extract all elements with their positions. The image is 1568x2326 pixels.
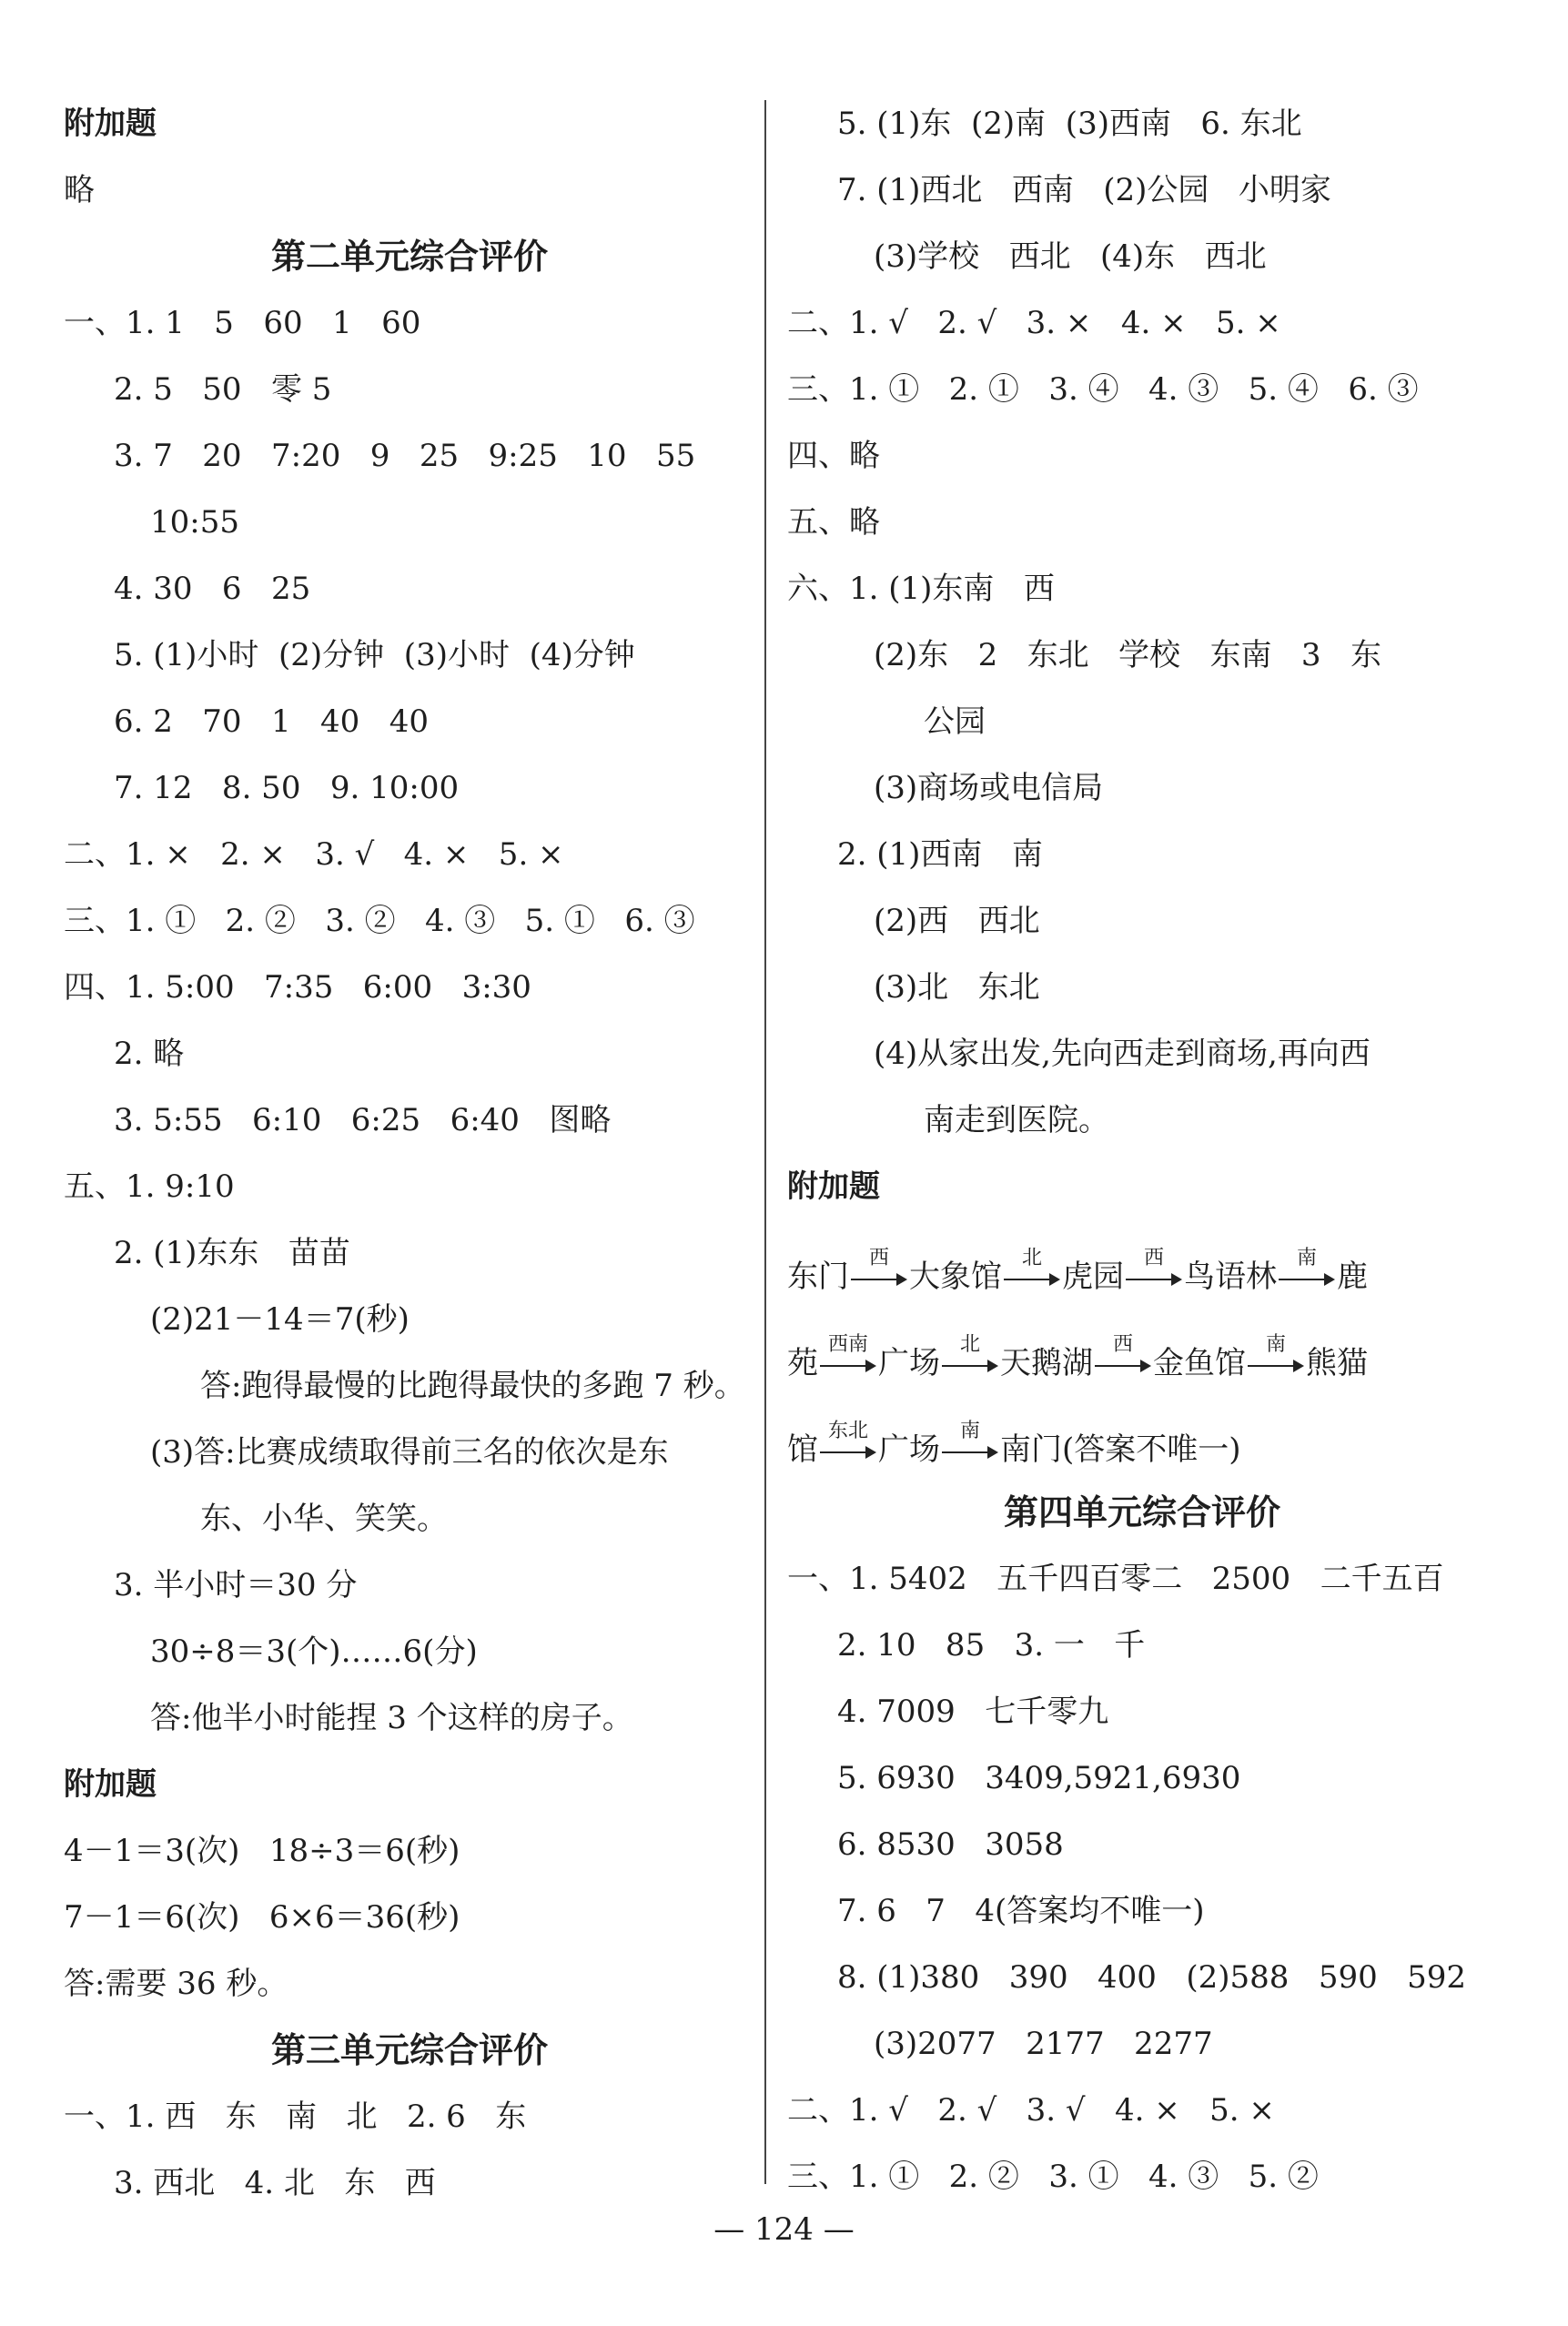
direction-label: 南	[1265, 1332, 1286, 1356]
answer-line: 四、1. 5:00 7:35 6:00 3:30	[64, 969, 531, 1006]
route-node: 南门(答案不唯一)	[1000, 1431, 1241, 1468]
direction-label: 北	[959, 1332, 980, 1356]
answer-line: 2. (1)东东 苗苗	[114, 1235, 350, 1271]
route-node: 熊猫	[1306, 1345, 1368, 1381]
answer-line: (3)学校 西北 (4)东 西北	[874, 238, 1267, 275]
answer-line: 6. 8530 3058	[837, 1826, 1064, 1863]
answer-line: 公园	[924, 703, 986, 740]
direction-arrow	[1248, 1332, 1304, 1374]
direction-label: 西	[868, 1246, 889, 1269]
answer-line: 6. 2 70 1 40 40	[114, 703, 429, 740]
answer-line: 30÷8＝3(个)……6(分)	[150, 1633, 478, 1670]
answer-line: 四、略	[787, 438, 880, 474]
answer-line: (2)西 西北	[874, 903, 1040, 939]
direction-arrow	[851, 1246, 907, 1288]
route-node: 鹿	[1337, 1259, 1368, 1295]
route-node: 苑	[787, 1345, 818, 1381]
answer-line: (2)21－14＝7(秒)	[150, 1301, 410, 1338]
answer-line: (2)东 2 东北 学校 东南 3 东	[874, 637, 1381, 673]
section-title: 第二单元综合评价	[270, 237, 548, 277]
answer-line: 答:跑得最慢的比跑得最快的多跑 7 秒。	[200, 1368, 745, 1404]
answer-line: 5. (1)小时 (2)分钟 (3)小时 (4)分钟	[114, 637, 635, 673]
section-heading: 附加题	[64, 106, 157, 142]
left-column	[64, 91, 755, 2217]
answer-line: 7. 12 8. 50 9. 10:00	[114, 770, 460, 806]
answer-line: 10:55	[150, 504, 239, 541]
answer-line: 东、小华、笑笑。	[200, 1501, 448, 1537]
route-node: 天鹅湖	[1000, 1345, 1093, 1381]
answer-line: 一、1. 5402 五千四百零二 2500 二千五百	[787, 1561, 1444, 1597]
direction-label: 西南	[827, 1332, 868, 1356]
answer-line: 二、1. √ 2. √ 3. × 4. × 5. ×	[787, 305, 1281, 341]
answer-line: 五、略	[787, 504, 880, 541]
answer-line: 2. 10 85 3. 一 千	[837, 1627, 1146, 1664]
route-node: 广场	[878, 1345, 940, 1381]
direction-label: 西	[1143, 1246, 1164, 1269]
answer-line: 5. 6930 3409,5921,6930	[837, 1760, 1241, 1796]
answer-line: 7. (1)西北 西南 (2)公园 小明家	[837, 172, 1331, 208]
section-title: 第三单元综合评价	[270, 2030, 548, 2070]
direction-arrow	[1004, 1246, 1060, 1288]
answer-line: 7－1＝6(次) 6×6＝36(秒)	[64, 1899, 460, 1936]
answer-line: 答:他半小时能捏 3 个这样的房子。	[150, 1700, 633, 1736]
answer-line: 三、1. ① 2. ② 3. ① 4. ③ 5. ②	[787, 2159, 1319, 2195]
route-node: 东门	[787, 1259, 849, 1295]
answer-line: 2. (1)西南 南	[837, 836, 1043, 873]
route-node: 大象馆	[909, 1259, 1002, 1295]
answer-line: 一、1. 西 东 南 北 2. 6 东	[64, 2098, 527, 2135]
direction-label: 东北	[827, 1419, 868, 1442]
answer-line: (4)从家出发,先向西走到商场,再向西	[874, 1036, 1371, 1072]
answer-line: 8. (1)380 390 400 (2)588 590 592	[837, 1959, 1467, 1996]
right-column	[787, 91, 1497, 2210]
answer-line: 南走到医院。	[924, 1102, 1109, 1138]
answer-line: 3. 5:55 6:10 6:25 6:40 图略	[114, 1102, 612, 1138]
answer-line: (3)2077 2177 2277	[874, 2026, 1213, 2062]
answer-line: (3)北 东北	[874, 969, 1040, 1006]
answer-line: 7. 6 7 4(答案均不唯一)	[837, 1893, 1205, 1929]
answer-line: 4－1＝3(次) 18÷3＝6(秒)	[64, 1833, 460, 1869]
direction-arrow	[942, 1419, 998, 1461]
column-divider	[764, 100, 766, 2184]
route-node: 鸟语林	[1184, 1259, 1277, 1295]
direction-label: 南	[959, 1419, 980, 1442]
section-title: 第四单元综合评价	[1003, 1492, 1280, 1532]
answer-line: 3. 西北 4. 北 东 西	[114, 2165, 436, 2201]
answer-line: 五、1. 9:10	[64, 1168, 235, 1205]
route-node: 广场	[878, 1431, 940, 1468]
direction-label: 南	[1296, 1246, 1317, 1269]
direction-arrow	[942, 1332, 998, 1374]
route-line	[787, 1307, 1497, 1393]
direction-arrow	[820, 1419, 876, 1461]
answer-line: 三、1. ① 2. ① 3. ④ 4. ③ 5. ④ 6. ③	[787, 371, 1419, 408]
direction-arrow	[1279, 1246, 1335, 1288]
answer-line: 三、1. ① 2. ② 3. ② 4. ③ 5. ① 6. ③	[64, 903, 695, 939]
route-node: 馆	[787, 1431, 818, 1468]
answer-line: 4. 30 6 25	[114, 571, 311, 607]
direction-label: 北	[1021, 1246, 1042, 1269]
answer-line: 2. 略	[114, 1036, 185, 1072]
page-number: — 124 —	[713, 2211, 855, 2248]
route-node: 金鱼馆	[1153, 1345, 1246, 1381]
answer-line: 4. 7009 七千零九	[837, 1694, 1109, 1730]
section-heading: 附加题	[64, 1766, 157, 1803]
answer-line: 5. (1)东 (2)南 (3)西南 6. 东北	[837, 106, 1302, 142]
answer-line: (3)商场或电信局	[874, 770, 1104, 806]
direction-arrow	[1126, 1246, 1182, 1288]
answer-line: (3)答:比赛成绩取得前三名的依次是东	[150, 1434, 669, 1471]
direction-arrow	[1095, 1332, 1151, 1374]
route-line	[787, 1393, 1497, 1480]
section-heading: 附加题	[787, 1168, 880, 1205]
answer-line: 二、1. × 2. × 3. √ 4. × 5. ×	[64, 836, 564, 873]
answer-line: 六、1. (1)东南 西	[787, 571, 1055, 607]
answer-line: 3. 7 20 7:20 9 25 9:25 10 55	[114, 438, 696, 474]
answer-line: 一、1. 1 5 60 1 60	[64, 305, 421, 341]
route-node: 虎园	[1062, 1259, 1124, 1295]
route-line	[787, 1220, 1497, 1307]
answer-line: 答:需要 36 秒。	[64, 1966, 288, 2002]
direction-arrow	[820, 1332, 876, 1374]
answer-line: 2. 5 50 零 5	[114, 371, 332, 408]
answer-line: 二、1. √ 2. √ 3. √ 4. × 5. ×	[787, 2092, 1275, 2129]
answer-line: 略	[64, 172, 95, 208]
answer-line: 3. 半小时＝30 分	[114, 1567, 358, 1603]
direction-label: 西	[1112, 1332, 1133, 1356]
